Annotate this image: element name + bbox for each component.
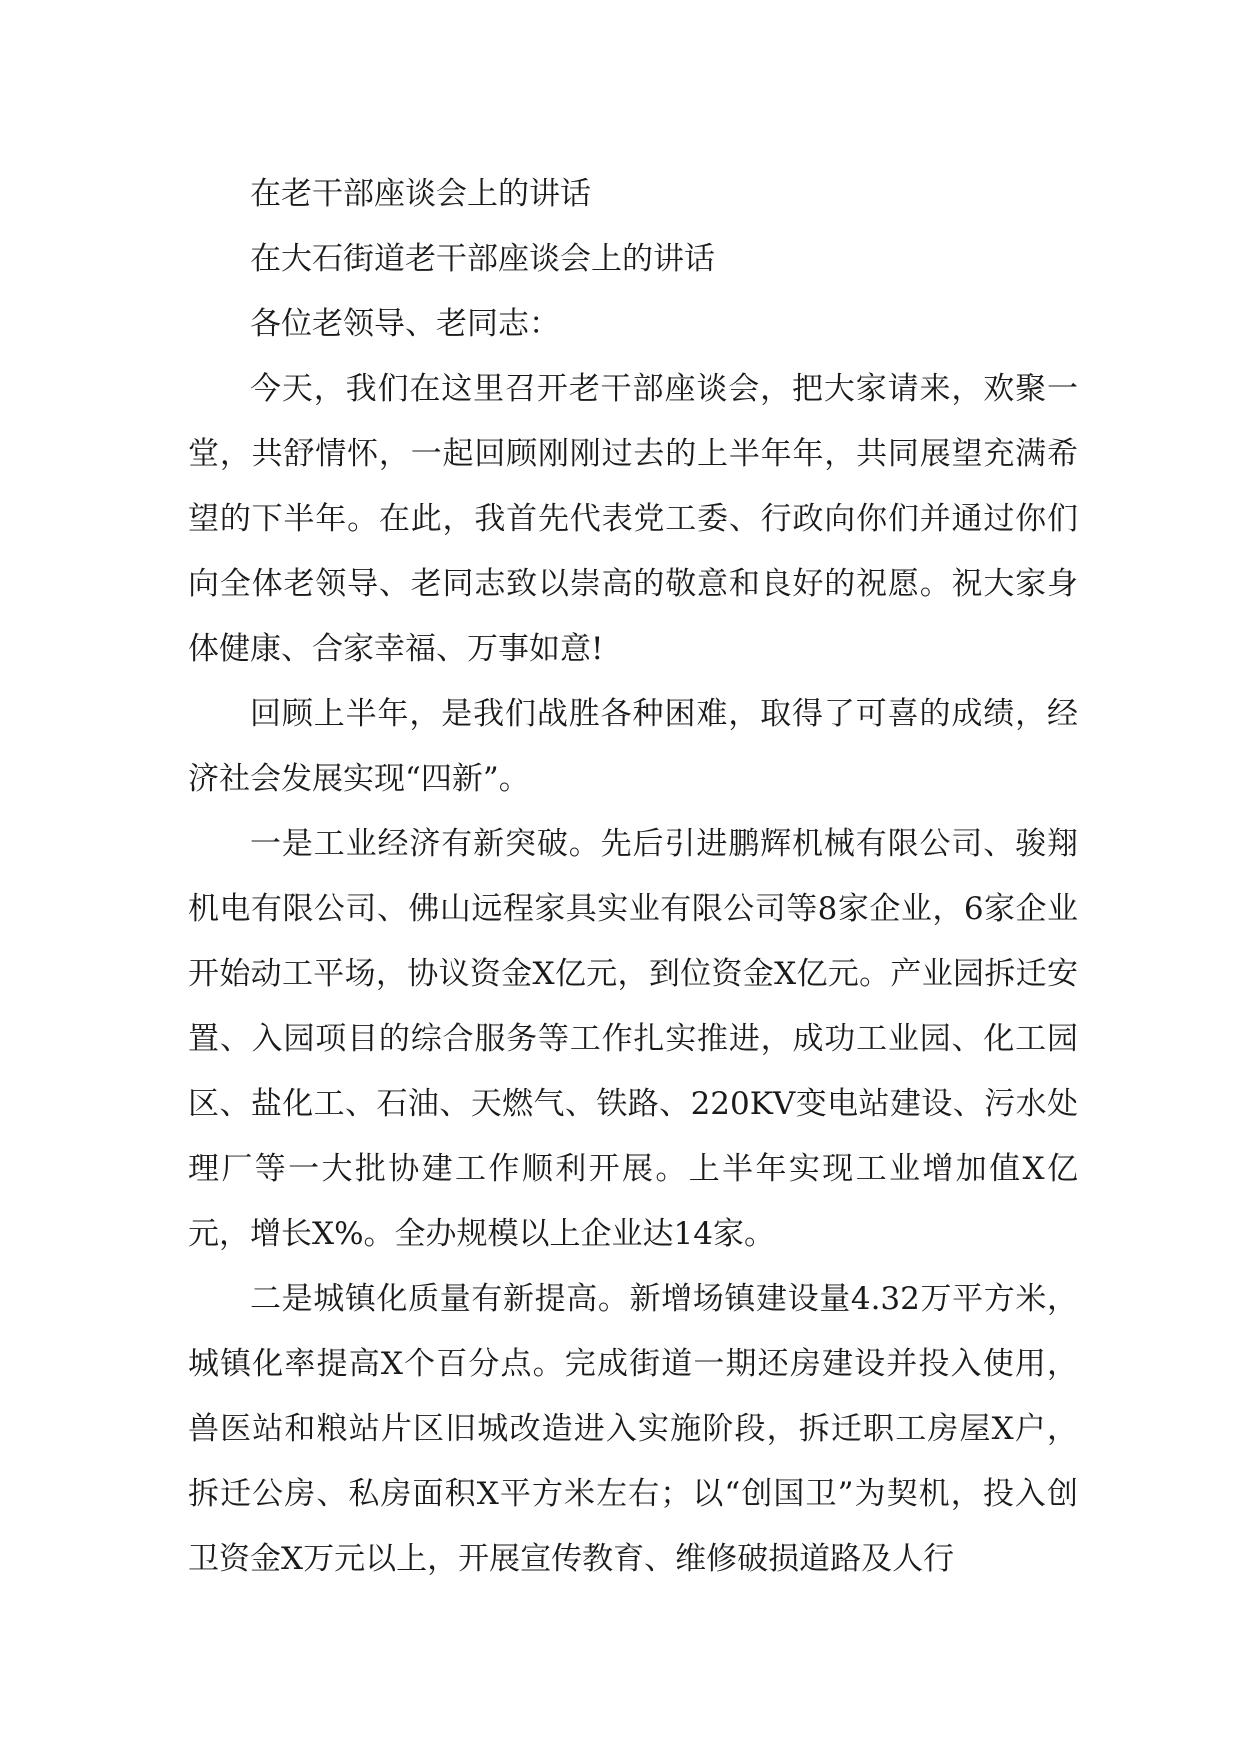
document-subtitle: 在大石街道老干部座谈会上的讲话 — [250, 241, 715, 277]
paragraph-opening: 今天，我们在这里召开老干部座谈会，把大家请来，欢聚一堂，共舒情怀，一起回顾刚刚过去的上半年年，共同展望充满希望的下半年。在此，我首先代表党工委、行政向你们并通过你们向全体老领导、老同志致以崇高的敬意和良好的祝愿。祝大家身体健康、合家幸福、万事如意! — [188, 371, 1078, 667]
paragraph-urbanization: 二是城镇化质量有新提高。新增场镇建设量4.32万平方米，城镇化率提高X个百分点。完成街道一期还房建设并投入使用，兽医站和粮站片区旧城改造进入实施阶段，拆迁职工房屋X户，拆迁公房、私房面积X平方米左右；以“创国卫”为契机，投入创卫资金X万元以上，开展宣传教育、维修破损道路及人行 — [188, 1281, 1078, 1577]
document-body — [188, 162, 1078, 1592]
paragraph-review: 回顾上半年，是我们战胜各种困难，取得了可喜的成绩，经济社会发展实现“四新”。 — [188, 696, 1078, 797]
salutation: 各位老领导、老同志： — [250, 306, 560, 342]
paragraph-industry: 一是工业经济有新突破。先后引进鹏辉机械有限公司、骏翔机电有限公司、佛山远程家具实业有限公司等8家企业，6家企业开始动工平场，协议资金X亿元，到位资金X亿元。产业园拆迁安置、入园项目的综合服务等工作扎实推进，成功工业园、化工园区、盐化工、石油、天燃气、铁路、220KV变电站建设、污水处理厂等一大批协建工作顺利开展。上半年实现工业增加值X亿元，增长X%。全办规模以上企业达14家。 — [188, 826, 1078, 1252]
document-title: 在老干部座谈会上的讲话 — [250, 176, 591, 212]
